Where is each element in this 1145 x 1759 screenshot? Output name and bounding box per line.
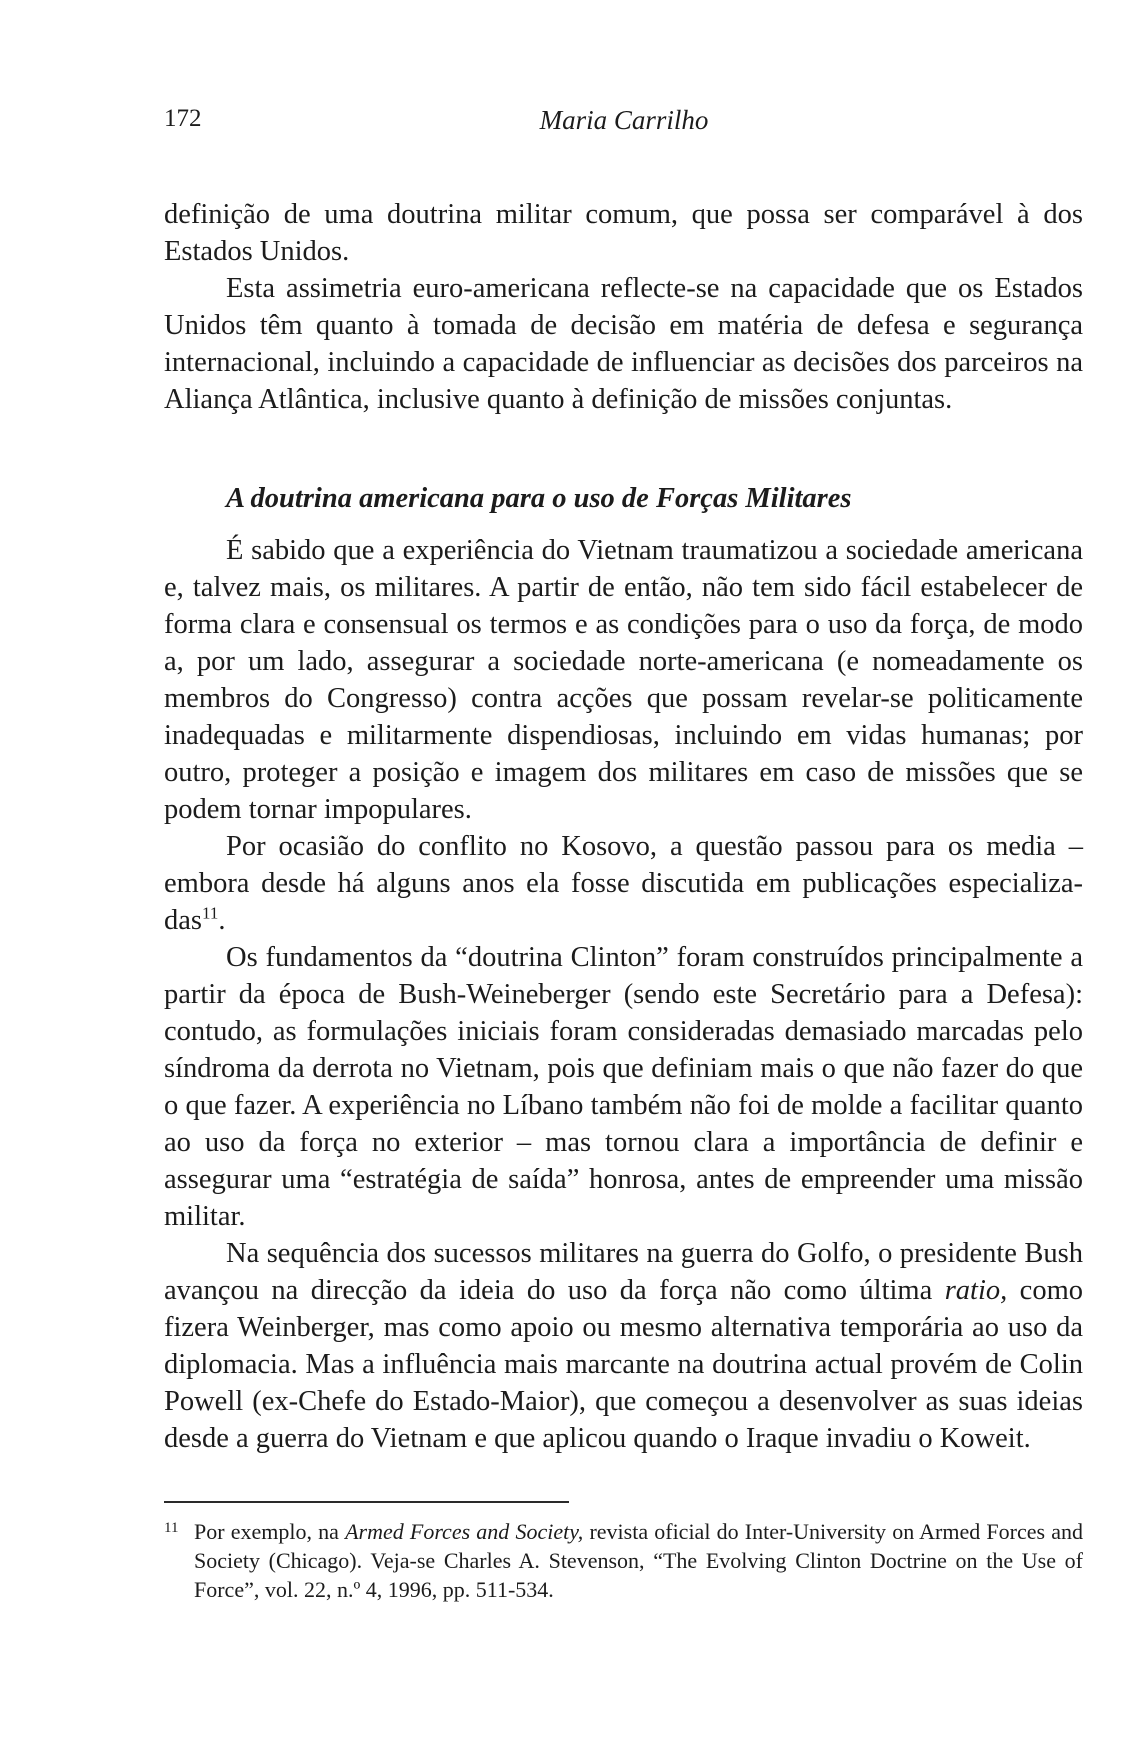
- footnote-text: [164, 1517, 1083, 1604]
- ratio-term: ratio,: [944, 1275, 1008, 1306]
- paragraph-kosovo-end: .: [218, 905, 226, 936]
- paragraph-continuation: definição de uma doutrina militar comum, que possa ser comparável à dos Estados Unidos.: [164, 199, 1083, 267]
- footnote-text-a: Por exemplo, na: [194, 1519, 346, 1544]
- paragraph-asymmetry: Esta assimetria euro-americana reflecte-se na capacidade que os Estados Unidos têm quanto à tomada de decisão em matéria de defesa e segurança internacional, incluindo a capacidade de influenciar as decisões dos parceiros na Aliança Atlântica, inclusive quanto à definição de missões conjuntas.: [164, 273, 1083, 415]
- paragraph-kosovo-text: Por ocasião do conflito no Kosovo, a questão passou para os media – embora desde há alguns anos ela fosse discutida em publicações especializadas: [164, 831, 1083, 936]
- footnote-separator: [164, 1501, 569, 1503]
- paragraph-vietnam: É sabido que a experiência do Vietnam traumatizou a sociedade americana e, talvez mais, os militares. A partir de então, não tem sido fácil estabelecer de forma clara e consensual os termos e as condições para o uso da força, de modo a, por um lado, assegurar a sociedade norte-americana (e nomeadamente os membros do Congresso) contra acções que possam revelar-se politicamente inadequadas e militarmente dispendiosas, incluindo em vidas humanas; por outro, proteger a posição e imagem dos militares em caso de missões que se podem tornar impopulares.: [164, 535, 1083, 825]
- footnote-reference: 11: [202, 903, 219, 923]
- footnote-marker: 11: [164, 1520, 179, 1536]
- paragraph-gulf-war-text-a: Na sequência dos sucessos militares na guerra do Golfo, o presidente Bush avançou na direcção da ideia do uso da força não como última: [164, 1238, 1083, 1306]
- footnote-text-b: revista oficial do Inter-University on Armed Forces and Society (Chicago). Veja-se Charles A. Stevenson, “The Evolving Clinton Doctrine on the Use of Force”, vol. 22, n.º 4, 1996, pp. 511-534.: [194, 1519, 1083, 1602]
- paragraph-gulf-war-text-b: como fizera Weinberger, mas como apoio ou mesmo alternativa temporária ao uso da diplomacia. Mas a influência mais marcante na doutrina actual provém de Colin Powell (ex-Chefe do Estado-Maior), que começou a desenvolver as suas ideias desde a guerra do Vietnam e que aplicou quando o Iraque invadiu o Koweit.: [164, 1275, 1084, 1454]
- body-text: [164, 196, 1083, 1457]
- page-number: 172: [164, 105, 202, 132]
- paragraph-gulf-war: [164, 1235, 1083, 1457]
- paragraph-kosovo: [164, 828, 1083, 939]
- footnote: [164, 1517, 1083, 1604]
- footnote-journal-title: Armed Forces and Society,: [345, 1519, 584, 1544]
- paragraph-clinton-doctrine: Os fundamentos da “doutrina Clinton” foram construídos principalmente a partir da época de Bush-Weineberger (sendo este Secretário para a Defesa): contudo, as formulações iniciais foram consideradas demasiado marcadas pelo síndroma da derrota no Vietnam, pois que definiam mais o que não fazer do que o que fazer. A experiência no Líbano também não foi de molde a facilitar quanto ao uso da força no exterior – mas tornou clara a importância de definir e assegurar uma “estratégia de saída” honrosa, antes de empreender uma missão militar.: [164, 942, 1083, 1232]
- running-header: [164, 105, 1084, 139]
- section-heading: A doutrina americana para o uso de Forças Militares: [226, 483, 852, 514]
- running-title-author: Maria Carrilho: [539, 105, 709, 135]
